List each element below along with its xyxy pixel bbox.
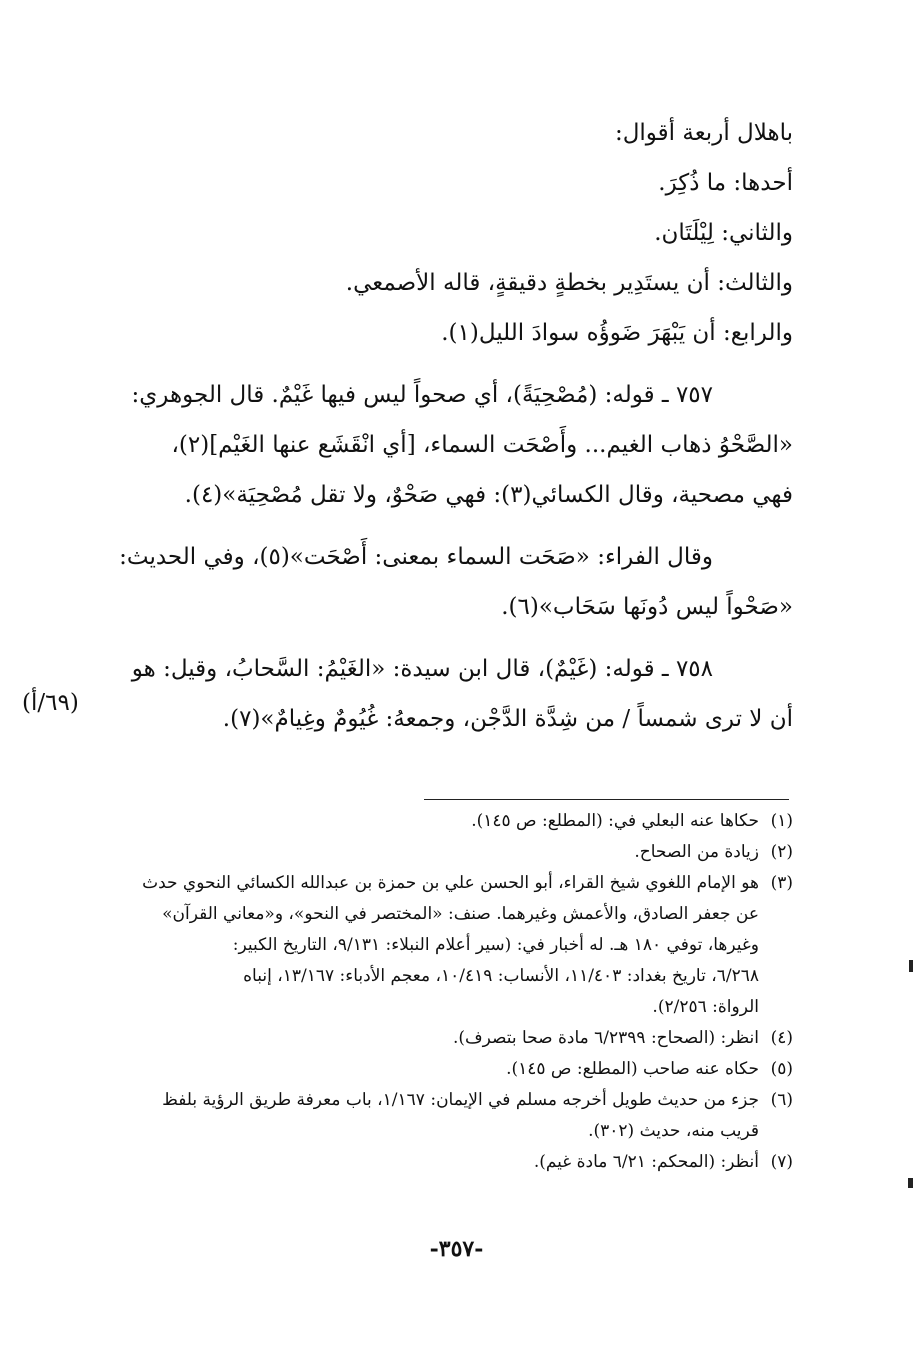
- text-line: «الصَّحْوُ ذهاب الغيم... وأَصْحَت السماء، [أي انْقَشَع عنها الغَيْم](٢)،: [171, 432, 793, 458]
- footnote-number: (٧): [770, 1152, 793, 1172]
- footnote-text: قريب منه، حديث (٣٠٢).: [588, 1121, 759, 1141]
- paragraph-757: [113, 370, 793, 520]
- scan-edge-mark: [908, 1178, 913, 1188]
- page-number: -٣٥٧-: [429, 1236, 484, 1262]
- main-text: [113, 108, 793, 744]
- footnote-text: جزء من حديث طويل أخرجه مسلم في الإيمان: ١/١٦٧، باب معرفة طريق الرؤية بلفظ: [162, 1090, 759, 1110]
- footnote-number: (١): [770, 811, 793, 831]
- footnote-text: أنظر: (المحكم: ٦/٢١ مادة غيم).: [533, 1152, 759, 1172]
- footnote-number: (٢): [770, 842, 793, 862]
- manuscript-folio-note: (٦٩/أ): [22, 690, 79, 716]
- paragraph-758: [113, 644, 793, 744]
- text-line: ٧٥٧ ـ قوله: (مُصْحِيَةً)، أي صحواً ليس فيها غَيْمٌ. قال الجوهري:: [131, 382, 713, 408]
- footnote-text: ٦/٢٦٨، تاريخ بغداد: ١١/٤٠٣، الأنساب: ١٠/٤١٩، معجم الأدباء: ١٣/١٦٧، إنباه: [243, 966, 759, 986]
- footnote-item: [103, 1054, 793, 1085]
- footnote-text: الرواة: ٢/٢٥٦).: [652, 997, 759, 1017]
- footnote-number: (٦): [770, 1090, 793, 1110]
- footnotes: [103, 806, 793, 1178]
- text-line: فهي مصحية، وقال الكسائي(٣): فهي صَحْوٌ، ولا تقل مُصْحِيَة»(٤).: [184, 482, 793, 508]
- text-line: ٧٥٨ ـ قوله: (غَيْمٌ)، قال ابن سيدة: «الغَيْمُ: السَّحابُ، وقيل: هو: [131, 656, 713, 682]
- text-line: باهلال أربعة أقوال:: [614, 120, 793, 146]
- footnote-text: هو الإمام اللغوي شيخ القراء، أبو الحسن علي بن حمزة بن عبدالله الكسائي النحوي حدث: [142, 873, 759, 893]
- text-line: والثالث: أن يستَدِير بخطةٍ دقيقةٍ، قاله الأصمعي.: [345, 270, 793, 296]
- footnote-text: عن جعفر الصادق، والأعمش وغيرهما. صنف: «المختصر في النحو»، و«معاني القرآن»: [162, 904, 759, 924]
- footnote-item: [103, 868, 793, 1023]
- footnote-item: [103, 1085, 793, 1147]
- paragraph-farra: [113, 532, 793, 632]
- text-line: وقال الفراء: «صَحَت السماء بمعنى: أَصْحَت»(٥)، وفي الحديث:: [119, 544, 713, 570]
- text-line: والرابع: أن يَبْهَرَ ضَوؤُه سوادَ الليل(١).: [441, 320, 793, 346]
- footnote-item: [103, 1147, 793, 1178]
- footnote-number: (٣): [770, 873, 793, 893]
- text-line: أحدها: ما ذُكِرَ.: [658, 170, 793, 196]
- text-line: أن لا ترى شمساً / من شِدَّة الدَّجْن، وجمعهُ: غُيُومٌ وغِيامٌ»(٧).: [222, 706, 793, 732]
- footnote-item: [103, 837, 793, 868]
- scan-edge-mark: [909, 960, 913, 972]
- footnote-text: وغيرها، توفي ١٨٠ هـ. له أخبار في: (سير أعلام النبلاء: ٩/١٣١، التاريخ الكبير:: [232, 935, 759, 955]
- footnote-text: حكاها عنه البعلي في: (المطلع: ص ١٤٥).: [471, 811, 759, 831]
- footnote-divider: [424, 799, 789, 800]
- footnote-text: زيادة من الصحاح.: [634, 842, 759, 862]
- footnote-item: [103, 1023, 793, 1054]
- footnote-item: [103, 806, 793, 837]
- footnote-number: (٤): [770, 1028, 793, 1048]
- footnote-number: (٥): [770, 1059, 793, 1079]
- footnote-text: حكاه عنه صاحب (المطلع: ص ١٤٥).: [506, 1059, 759, 1079]
- footnote-text: انظر: (الصحاح: ٦/٢٣٩٩ مادة صحا بتصرف).: [452, 1028, 759, 1048]
- text-line: «صَحْواً ليس دُونَها سَحَاب»(٦).: [501, 594, 793, 620]
- text-line: والثاني: لِيْلَتَان.: [654, 220, 793, 246]
